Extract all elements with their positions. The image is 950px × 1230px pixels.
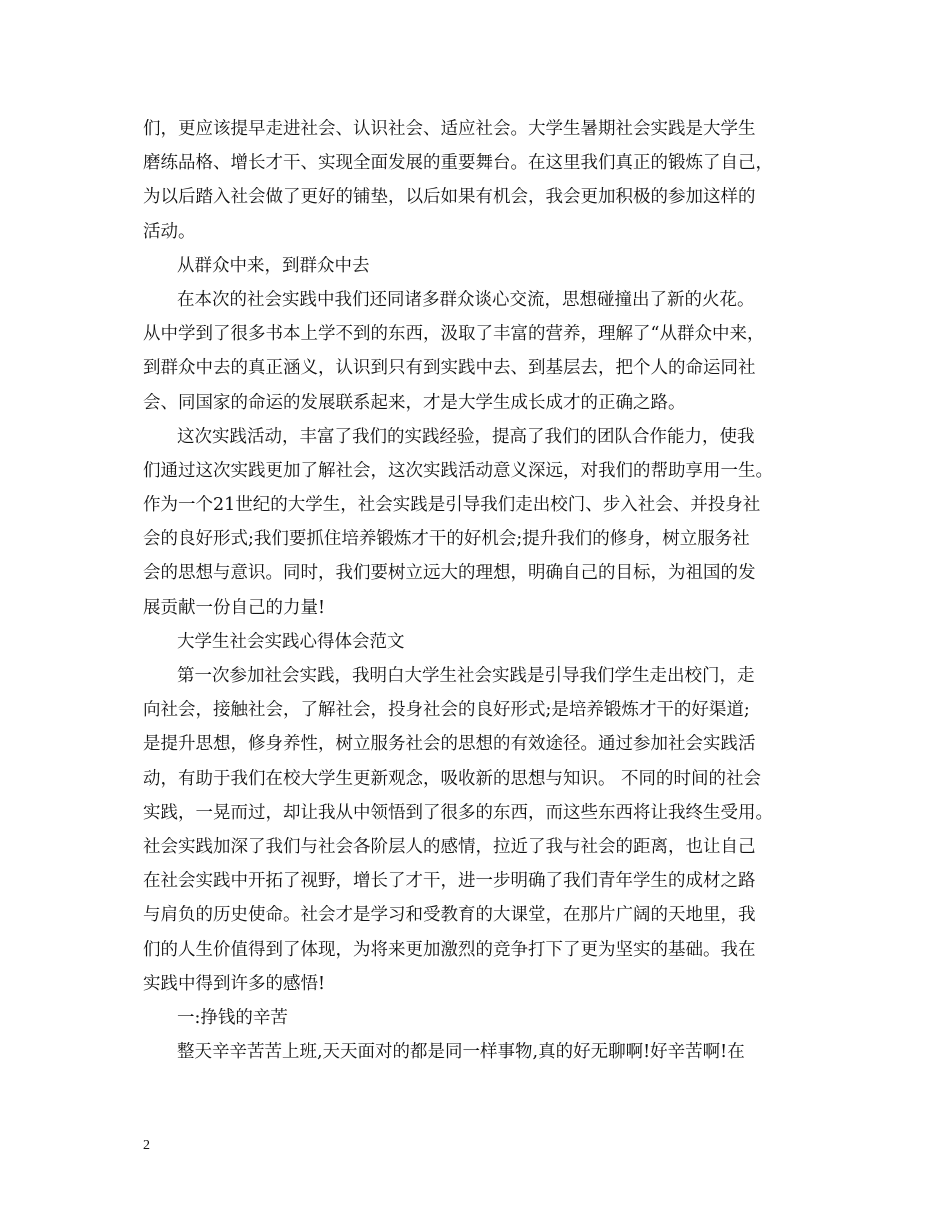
body-line: 从中学到了很多书本上学不到的东西，汲取了丰富的营养，理解了“从群众中来， — [143, 324, 765, 345]
body-line: 第一次参加社会实践，我明白大学生社会实践是引导我们学生走出校门，走 — [177, 666, 755, 686]
body-line: 们的人生价值得到了体现，为将来更加激烈的竞争打下了更为坚实的基础。我在 — [143, 939, 756, 960]
body-line: 在社会实践中开拓了视野，增长了才干，进一步明确了我们青年学生的成材之路 — [143, 871, 756, 892]
body-line: 活动。 — [143, 221, 196, 242]
body-line: 会的良好形式;我们要抓住培养锻炼才干的好机会;提升我们的修身，树立服务社 — [143, 529, 750, 550]
body-line: 是提升思想，修身养性，树立服务社会的思想的有效途径。通过参加社会实践活 — [143, 734, 756, 755]
body-line: 整天辛辛苦苦上班,天天面对的都是同一样事物,真的好无聊啊!好辛苦啊!在 — [177, 1042, 745, 1063]
body-line: 展贡献一份自己的力量! — [143, 597, 326, 618]
body-line: 会、同国家的命运的发展联系起来，才是大学生成长成才的正确之路。 — [143, 392, 686, 413]
body-line: 实践，一晃而过，却让我从中领悟到了很多的东西，而这些东西将让我终生受用。 — [143, 802, 773, 823]
body-line: 们通过这次实践更加了解社会，这次实践活动意义深远，对我们的帮助享用一生。 — [143, 460, 773, 481]
body-line: 作为一个21世纪的大学生，社会实践是引导我们走出校门、步入社会、并投身社 — [143, 495, 761, 516]
section-heading: 大学生社会实践心得体会范文 — [177, 631, 405, 652]
body-line: 到群众中去的真正涵义，认识到只有到实践中去、到基层去，把个人的命运同社 — [143, 358, 756, 379]
section-heading: 一:挣钱的辛苦 — [177, 1007, 288, 1028]
body-line: 实践中得到许多的感悟! — [143, 973, 326, 994]
body-line: 向社会，接触社会，了解社会，投身社会的良好形式;是培养锻炼才干的好渠道; — [143, 700, 750, 721]
body-line: 会的思想与意识。同时，我们要树立远大的理想，明确自己的目标，为祖国的发 — [143, 563, 756, 584]
body-line: 与肩负的历史使命。社会才是学习和受教育的大课堂，在那片广阔的天地里，我 — [143, 905, 756, 926]
page-number: 2 — [143, 1138, 150, 1153]
body-line: 为以后踏入社会做了更好的铺垫，以后如果有机会，我会更加积极的参加这样的 — [143, 187, 756, 208]
body-line: 磨练品格、增长才干、实现全面发展的重要舞台。在这里我们真正的锻炼了自己， — [143, 153, 773, 174]
body-line: 在本次的社会实践中我们还同诸多群众谈心交流，思想碰撞出了新的火花。 — [177, 289, 755, 310]
body-line: 这次实践活动，丰富了我们的实践经验，提高了我们的团队合作能力，使我 — [177, 426, 755, 447]
body-line: 社会实践加深了我们与社会各阶层人的感情，拉近了我与社会的距离，也让自己 — [143, 836, 756, 857]
document-body — [143, 112, 815, 1069]
body-line: 们，更应该提早走进社会、认识社会、适应社会。大学生暑期社会实践是大学生 — [143, 119, 756, 139]
body-line: 动，有助于我们在校大学生更新观念，吸收新的思想与知识。 不同的时间的社会 — [143, 768, 762, 789]
section-heading: 从群众中来，到群众中去 — [177, 255, 370, 276]
